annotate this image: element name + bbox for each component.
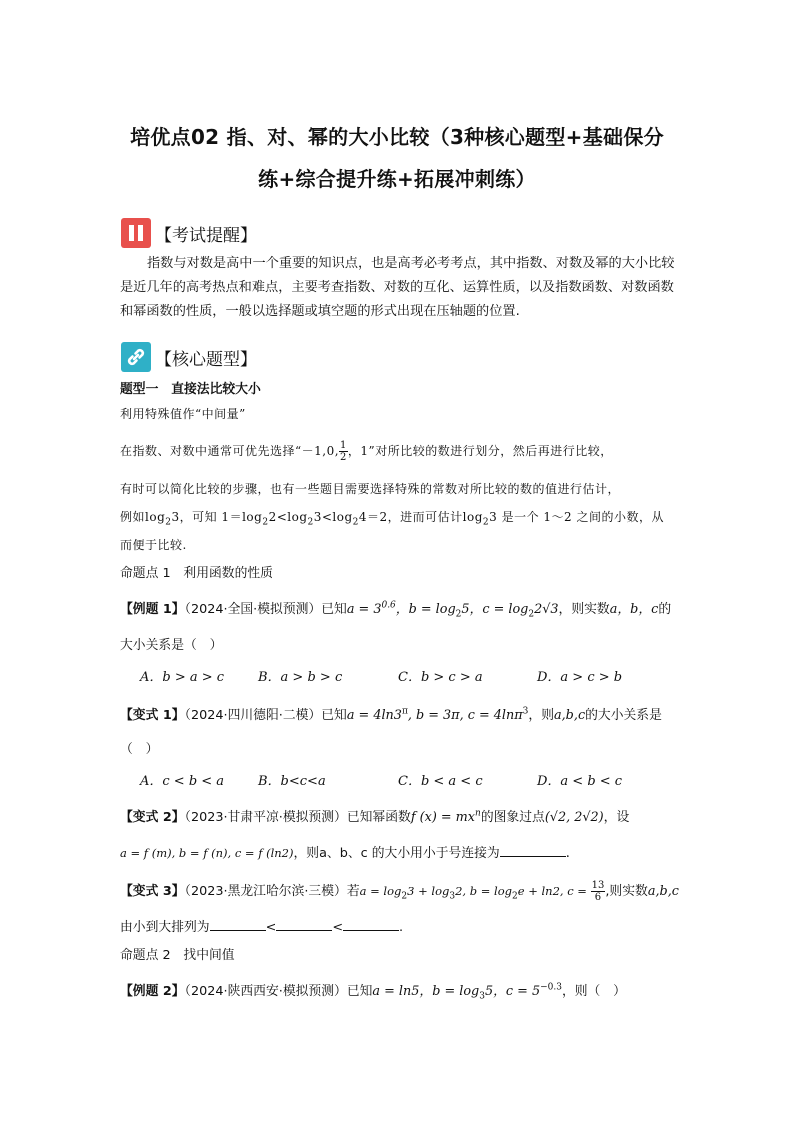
example-1-line1: 【例题 1】（2024·全国·模拟预测）已知$a = 3^{0.6}$，$b = \log_25$，$c = \log_22√3$，则实数a，b，c的 xyxy=(120,600,672,620)
variant-1-option-d[interactable]: D．a < b < c xyxy=(537,774,623,789)
point2-label: 命题点 2 找中间值 xyxy=(120,948,235,963)
example-1-option-b[interactable]: B．a > b > c xyxy=(258,670,343,685)
example-1-option-d[interactable]: D．a > c > b xyxy=(537,670,623,685)
exam-tip-body: 指数与对数是高中一个重要的知识点，也是高考必考考点，其中指数、对数及幂的大小比较是近几年的高考热点和难点，主要考查指数、对数的互化、运算性质，以及指数函数、对数函数和幂函数的性质，一般以选择题或填空题的形式出现在压轴题的位置. xyxy=(120,256,675,319)
variant-2-answer-blank[interactable] xyxy=(500,844,566,857)
example-1-option-a[interactable]: A．b > a > c xyxy=(140,670,225,685)
pause-bars-icon xyxy=(121,218,151,248)
example-2-line1: 【例题 2】（2024·陕西西安·模拟预测）已知a = ln5，$b = \log_35$，$c = 5^{-0.3}$，则（ ） xyxy=(120,982,626,1002)
page-title-line2: 练+综合提升练+拓展冲刺练） xyxy=(258,167,536,191)
variant-3-blank-3[interactable] xyxy=(343,918,399,931)
variant-1-line2: （ ） xyxy=(120,742,159,757)
variant-1-option-b[interactable]: B．b<c<a xyxy=(258,774,326,789)
example-1-option-c[interactable]: C．b > c > a xyxy=(398,670,483,685)
core-types-header xyxy=(121,340,257,374)
variant-1-option-a[interactable]: A．c < b < a xyxy=(140,774,225,789)
example-1-line2: 大小关系是（ ） xyxy=(120,638,223,653)
variant-3-blank-1[interactable] xyxy=(210,918,266,931)
variant-2-line1: 【变式 2】（2023·甘肃平凉·模拟预测）已知幂函数f $(x) = mx^n$的图象过点(√2, 2√2)，设 xyxy=(120,808,630,825)
type1-note-1: 利用特殊值作“中间量” xyxy=(120,407,246,421)
type1-heading: 题型一 直接法比较大小 xyxy=(120,382,261,397)
type1-note-3: 有时可以简化比较的步骤，也有一些题目需要选择特殊的常数对所比较的数的值进行估计， xyxy=(120,482,621,496)
variant-3-line2: 由小到大排列为 < < . xyxy=(120,920,404,935)
type1-note-4: 例如$\log_23$，可知 $1=\log_22<\log_23<\log_24=2$，进而可估计$\log_23$ 是一个 1～2 之间的小数，从 xyxy=(120,510,665,528)
type1-note-2: 在指数、对数中通常可优先选择“－1,0, $\frac{1}{2}$ ，1”对所比较的数进行划分，然后再进行比较， xyxy=(120,440,613,463)
one-half-fraction: $\frac{1}{2}$ xyxy=(340,440,347,463)
thirteen-sixths-fraction: $\frac{13}{6}$ xyxy=(591,880,605,903)
variant-3-line1: 【变式 3】（2023·黑龙江哈尔滨·三模）若$a = \log_23 + \log_32$, $b = \log_2e + \ln 2$, c = $\frac{13}{6}$ ,则实数a,b,c xyxy=(120,880,679,903)
variant-1-option-c[interactable]: C．b < a < c xyxy=(398,774,483,789)
variant-1-line1: 【变式 1】（2024·四川德阳·二模）已知$a = 4\ln 3^\pi$, b = 3π, c = 4lnπ$^3$，则a,b,c的大小关系是 xyxy=(120,706,662,723)
exam-tip-label: 【考试提醒】 xyxy=(155,225,257,246)
variant-3-blank-2[interactable] xyxy=(276,918,332,931)
chain-link-icon xyxy=(121,342,151,372)
core-types-label: 【核心题型】 xyxy=(155,349,257,370)
page-title-line1: 培优点02 指、对、幂的大小比较（3种核心题型+基础保分 xyxy=(130,125,664,149)
point1-label: 命题点 1 利用函数的性质 xyxy=(120,566,273,581)
type1-note-5: 而便于比较. xyxy=(120,538,187,552)
variant-2-line2: a = f (m), b = f (n), c = f (ln2)，则a、b、c 的大小用小于号连接为 . xyxy=(120,846,570,861)
exam-tip-header xyxy=(121,216,257,250)
